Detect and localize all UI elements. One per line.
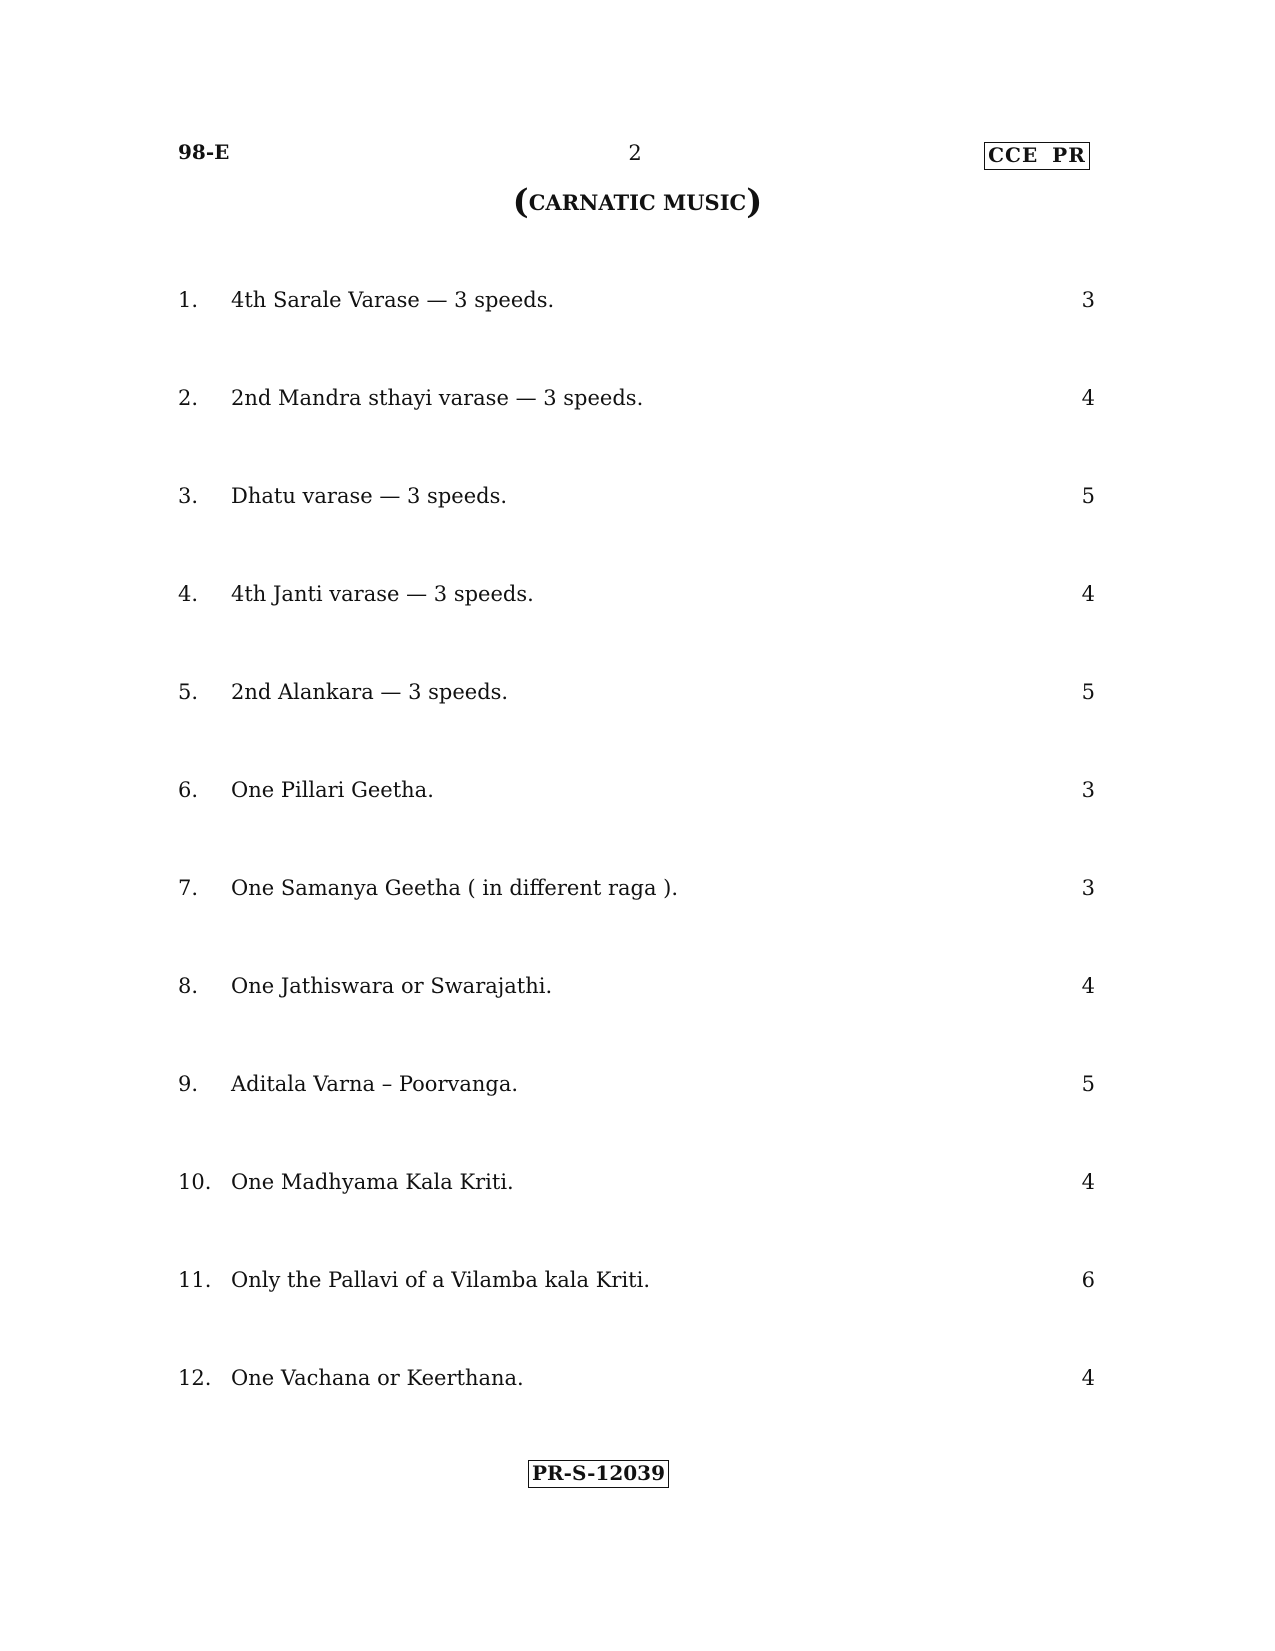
item-marks: 5 [1081, 484, 1095, 508]
item-marks: 4 [1081, 974, 1095, 998]
item-marks: 6 [1081, 1268, 1095, 1292]
item-text: One Samanya Geetha ( in different raga ). [231, 876, 679, 900]
series-code-box: CCE PR [984, 142, 1090, 170]
list-item [0, 676, 1275, 708]
item-number: 12. [178, 1366, 212, 1390]
list-item [0, 1166, 1275, 1198]
item-text: Dhatu varase — 3 speeds. [231, 484, 508, 508]
page-title [0, 182, 1275, 223]
list-item [0, 578, 1275, 610]
item-text: One Pillari Geetha. [231, 778, 434, 802]
item-number: 4. [178, 582, 199, 606]
item-number: 1. [178, 288, 199, 312]
item-marks: 4 [1081, 1366, 1095, 1390]
item-text: One Madhyama Kala Kriti. [231, 1170, 514, 1194]
item-text: Aditala Varna – Poorvanga. [231, 1072, 519, 1096]
list-item [0, 1264, 1275, 1296]
item-number: 7. [178, 876, 199, 900]
item-text: Only the Pallavi of a Vilamba kala Kriti. [231, 1268, 650, 1292]
item-text: 4th Sarale Varase — 3 speeds. [231, 288, 555, 312]
item-marks: 3 [1081, 778, 1095, 802]
item-marks: 3 [1081, 288, 1095, 312]
item-number: 8. [178, 974, 199, 998]
item-number: 2. [178, 386, 199, 410]
item-text: One Jathiswara or Swarajathi. [231, 974, 553, 998]
item-number: 11. [178, 1268, 212, 1292]
item-text: 2nd Alankara — 3 speeds. [231, 680, 509, 704]
paper-code: 98-E [178, 140, 230, 164]
item-number: 5. [178, 680, 199, 704]
item-marks: 4 [1081, 1170, 1095, 1194]
title-text: CARNATIC MUSIC [528, 190, 747, 215]
item-number: 9. [178, 1072, 199, 1096]
item-marks: 4 [1081, 386, 1095, 410]
list-item [0, 1068, 1275, 1100]
list-item [0, 480, 1275, 512]
item-marks: 5 [1081, 680, 1095, 704]
page-number: 2 [628, 141, 642, 165]
item-marks: 4 [1081, 582, 1095, 606]
item-text: 4th Janti varase — 3 speeds. [231, 582, 534, 606]
list-item [0, 872, 1275, 904]
item-marks: 3 [1081, 876, 1095, 900]
title-close-paren: ) [746, 182, 763, 222]
list-item [0, 970, 1275, 1002]
item-number: 3. [178, 484, 199, 508]
item-text: One Vachana or Keerthana. [231, 1366, 524, 1390]
item-text: 2nd Mandra sthayi varase — 3 speeds. [231, 386, 644, 410]
item-number: 10. [178, 1170, 212, 1194]
list-item [0, 1362, 1275, 1394]
footer-code-box: PR-S-12039 [528, 1460, 669, 1488]
list-item [0, 284, 1275, 316]
title-open-paren: ( [512, 182, 529, 222]
list-item [0, 774, 1275, 806]
item-number: 6. [178, 778, 199, 802]
list-item [0, 382, 1275, 414]
item-marks: 5 [1081, 1072, 1095, 1096]
